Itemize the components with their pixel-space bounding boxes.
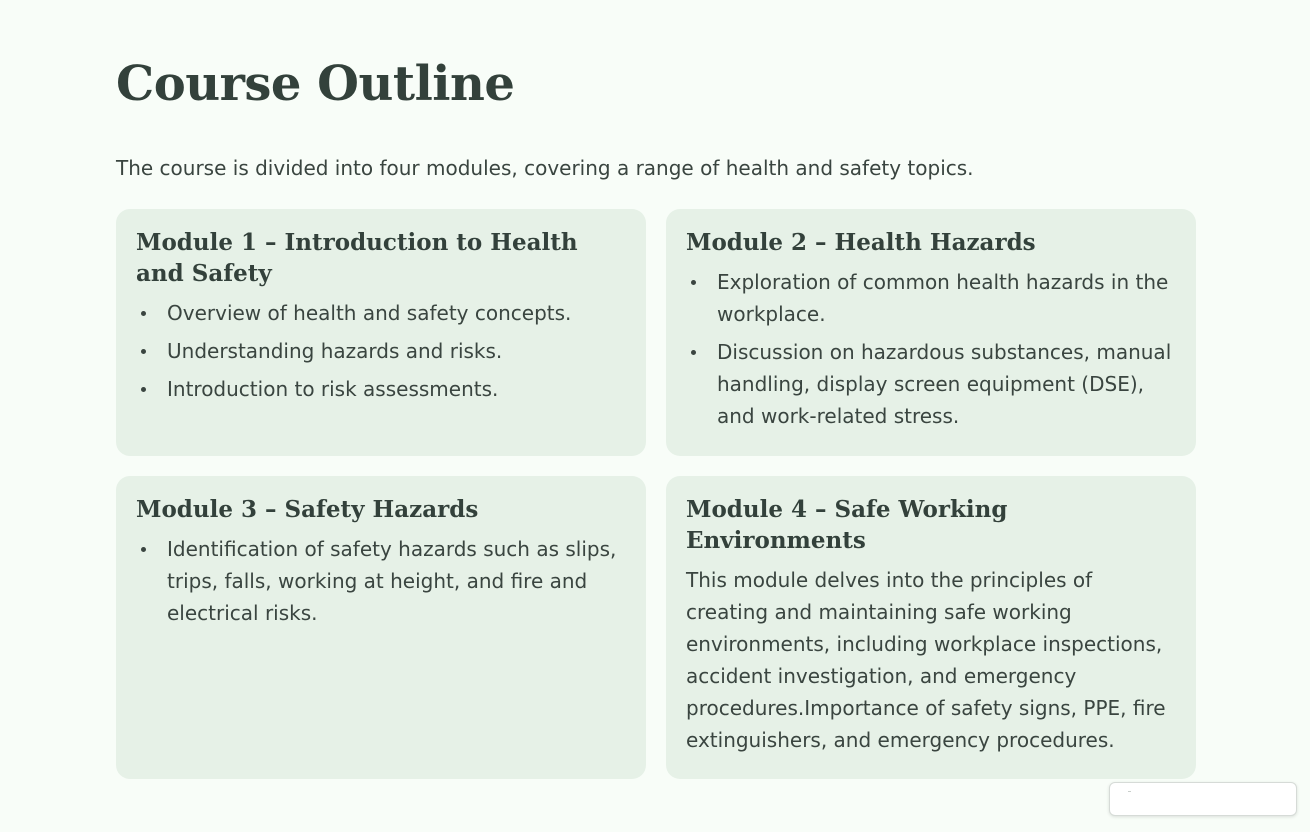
module-1-card bbox=[116, 209, 646, 456]
list-item: Identification of safety hazards such as slips, trips, falls, working at height, and fire and electrical risks. bbox=[136, 533, 626, 629]
module-2-card bbox=[666, 209, 1196, 456]
module-4-description: This module delves into the principles of creating and maintaining safe working environments, including workplace inspections, accident investigation, and emergency procedures.Importance of safety signs, PPE, fire extinguishers, and emergency procedures. bbox=[686, 568, 1166, 752]
module-1-list bbox=[136, 297, 626, 405]
module-1-title: Module 1 – Introduction to Health and Safety bbox=[136, 229, 578, 287]
list-item: Overview of health and safety concepts. bbox=[136, 297, 626, 329]
list-item: Exploration of common health hazards in the workplace. bbox=[686, 266, 1176, 330]
list-item: Discussion on hazardous substances, manual handling, display screen equipment (DSE), and work-related stress. bbox=[686, 336, 1176, 432]
module-2-list bbox=[686, 266, 1176, 432]
page-title: Course Outline bbox=[116, 56, 515, 112]
module-4-card bbox=[666, 476, 1196, 779]
module-2-title: Module 2 – Health Hazards bbox=[686, 229, 1036, 256]
widget-icon bbox=[1128, 791, 1131, 794]
module-3-title: Module 3 – Safety Hazards bbox=[136, 496, 479, 523]
module-4-title: Module 4 – Safe Working Environments bbox=[686, 496, 1008, 554]
floating-widget[interactable] bbox=[1109, 782, 1297, 816]
list-item: Understanding hazards and risks. bbox=[136, 335, 626, 367]
module-3-card bbox=[116, 476, 646, 779]
module-3-list bbox=[136, 533, 626, 629]
course-intro: The course is divided into four modules, covering a range of health and safety topics. bbox=[116, 156, 974, 180]
list-item: Introduction to risk assessments. bbox=[136, 373, 626, 405]
